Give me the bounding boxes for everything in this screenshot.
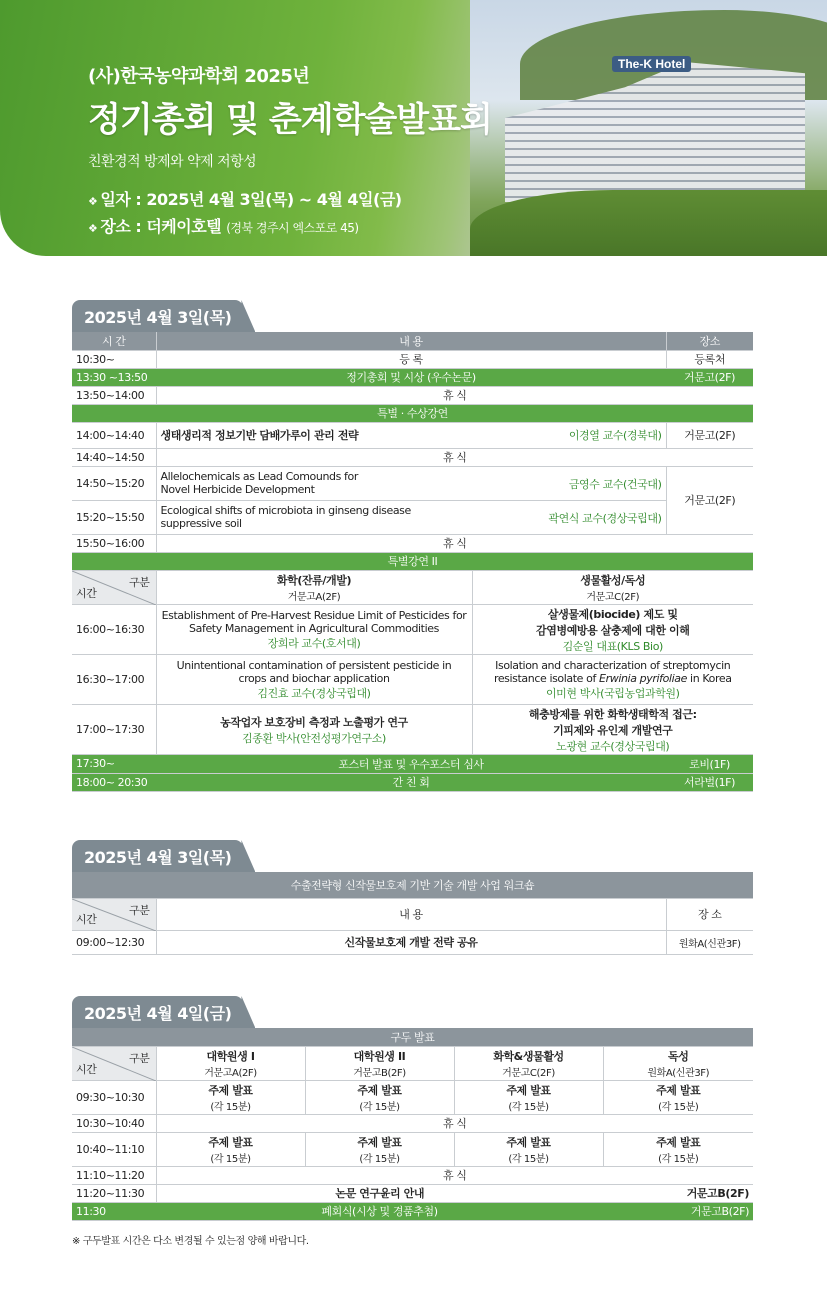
row-place: 서라벌(1F) [666,773,753,791]
hero-venue-detail: (경북 경주시 엑스포로 45) [226,221,359,235]
row-time: 11:30 [72,1202,156,1220]
talk-line: Novel Herbicide Development [160,483,315,496]
row-time: 14:00~14:40 [72,422,156,448]
header-place: 장소 [666,332,753,350]
talk-cell [156,1080,305,1114]
col-title: 생물활성/독성 [580,574,646,587]
col-header [603,1046,753,1080]
talk-cell [472,655,753,705]
row-time: 17:30~ [72,755,156,773]
workshop-table [72,872,753,955]
talk-cell [472,605,753,655]
row-content: 휴 식 [156,386,753,404]
diagonal-header [72,1046,156,1080]
row-content [156,466,666,500]
talk-line: 살생물제(biocide) 제도 및 [547,607,678,621]
table-row [72,466,753,500]
talk-label: 주제 발표 [357,1083,402,1097]
col-room: 거문고A(2F) [287,592,341,603]
speaker: 곽연식 교수(경상국립대) [548,512,662,525]
table-row [72,422,753,448]
talk-line: Unintentional contamination of persistent pesticide in [176,658,452,672]
row-time: 14:40~14:50 [72,448,156,466]
row-time: 11:20~11:30 [72,1184,156,1202]
row-place: 거문고(2F) [666,368,753,386]
col-room: 거문고A(2F) [204,1067,257,1079]
talk-note: (각 15분) [359,1101,400,1113]
row-time: 17:00~17:30 [72,705,156,755]
hero-date: 일자 : 2025년 4월 3일(목) ~ 4월 4일(금) [100,190,402,209]
hero-theme: 친환경적 방제와 약제 저항성 [88,154,257,170]
row-time: 11:10~11:20 [72,1166,156,1184]
hero-banner [0,0,827,288]
row-time: 09:00~12:30 [72,930,156,954]
section-bar [72,553,753,571]
row-content: 포스터 발표 및 우수포스터 심사 [156,755,666,773]
gubun-label: 구분 [129,1051,150,1065]
header-row [72,872,753,898]
talk-note: (각 15분) [210,1101,251,1113]
row-content [156,500,666,534]
speaker: 금영수 교수(건국대) [568,478,662,491]
diagonal-header [72,571,156,605]
col-header [156,1046,305,1080]
speaker: 이미현 박사(국립농업과학원) [545,686,680,700]
talk-line: Isolation and characterization of streptomycin [495,658,731,672]
row-content: 논문 연구윤리 안내 [156,1184,603,1202]
talk-cell [454,1132,603,1166]
talk-cell [156,605,472,655]
hero-venue: 장소 : 더케이호텔 [100,217,222,236]
talk-note: (각 15분) [658,1101,699,1113]
table-row [72,500,753,534]
table-row [72,386,753,404]
col-title: 독성 [668,1049,689,1063]
talk-note: (각 15분) [658,1153,699,1165]
sigan-label: 시간 [76,1062,97,1076]
row-content: 휴 식 [156,534,753,552]
col-header [305,1046,454,1080]
col-title: 화학&생물활성 [493,1049,564,1063]
col-room: 원화A(신관3F) [647,1067,710,1079]
day1-end-table [72,755,753,792]
day1-special-table [72,553,753,756]
header-row [72,1028,753,1046]
talk-label: 주제 발표 [506,1135,551,1149]
row-time: 09:30~10:30 [72,1080,156,1114]
table-row [72,655,753,705]
row-time: 15:50~16:00 [72,534,156,552]
hero-title: 정기총회 및 춘계학술발표회 [88,100,492,140]
row-content: 간 친 회 [156,773,666,791]
row-time: 10:40~11:10 [72,1132,156,1166]
row-place: 거문고B(2F) [603,1184,753,1202]
footnote: ※ 구두발표 시간은 다소 변경될 수 있는점 양해 바랍니다. [72,1236,309,1247]
table-row [72,350,753,368]
table-row [72,1132,753,1166]
table-row [72,773,753,791]
talk-label: 주제 발표 [357,1135,402,1149]
row-place: 로비(1F) [666,755,753,773]
header-row [72,332,753,350]
day1-table [72,332,753,553]
row-content: 등 록 [156,350,666,368]
talk-line [477,672,750,685]
talk-text: resistance isolate of [493,671,600,685]
header-content: 내 용 [156,332,666,350]
hero-info [88,187,492,237]
talk-line: Allelochemicals as Lead Comounds for [160,470,358,483]
day1-section [72,300,753,792]
col-header [156,571,472,605]
talk-line: 해충방제를 위한 화학생태학적 접근: [528,707,697,721]
table-row [72,755,753,773]
table-row [72,930,753,954]
day1-tab: 2025년 4월 3일(목) [72,300,243,332]
subheader-row [72,898,753,930]
day2-section [72,996,753,1221]
talk-label: 주제 발표 [208,1135,253,1149]
speaker: 이경열 교수(경북대) [568,429,662,442]
talk-label: 주제 발표 [656,1135,701,1149]
diamond-icon: ❖ [88,222,98,235]
table-row [72,1202,753,1220]
col-room: 거문고C(2F) [502,1067,555,1079]
talk-cell [305,1132,454,1166]
speaker: 김종환 박사(안전성평가연구소) [242,731,386,745]
subheader-row [72,571,753,605]
workshop-bar: 수출전략형 신작물보호제 기반 기술 개발 사업 워크숍 [72,872,753,898]
talk-cell [156,1132,305,1166]
row-time: 14:50~15:20 [72,466,156,500]
row-content: 정기총회 및 시상 (우수논문) [156,368,666,386]
talk-line: 감염병예방용 살충제에 대한 이해 [536,623,690,637]
bar-label: 특별 · 수상강연 [72,404,753,422]
talk-line: Ecological shifts of microbiota in ginseng disease [160,504,411,517]
talk-line: Establishment of Pre-Harvest Residue Limit of Pesticides for [161,608,467,622]
row-content: 폐회식(시상 및 경품추첨) [156,1202,603,1220]
table-row [72,1080,753,1114]
gubun-label: 구분 [129,576,150,589]
talk-cell [305,1080,454,1114]
col-header [472,571,753,605]
row-place: 원화A(신관3F) [666,930,753,954]
sigan-label: 시간 [76,587,97,600]
row-content: 신작물보호제 개발 전략 공유 [156,930,666,954]
table-row [72,605,753,655]
talk-note: (각 15분) [359,1153,400,1165]
talk-line: suppressive soil [160,517,242,530]
row-content: 휴 식 [156,1114,753,1132]
talk-cell [156,705,472,755]
talk-line: 농작업자 보호장비 측정과 노출평가 연구 [220,715,408,729]
hotel-sign: The-K Hotel [612,56,691,72]
row-place: 거문고(2F) [666,466,753,534]
speaker: 장희라 교수(호서대) [267,636,361,650]
col-room: 거문고B(2F) [353,1067,406,1079]
talk-cell [472,705,753,755]
talk-label: 주제 발표 [506,1083,551,1097]
row-place: 등록처 [666,350,753,368]
talk-line: crops and biochar application [238,671,390,685]
talk-label: 주제 발표 [208,1083,253,1097]
talk-label: 주제 발표 [656,1083,701,1097]
talk-line: Safety Management in Agricultural Commodities [189,621,439,635]
table-row [72,1166,753,1184]
talk-note: (각 15분) [508,1101,549,1113]
col-title: 대학원생 I [206,1049,255,1063]
talk-cell [454,1080,603,1114]
col-room: 거문고C(2F) [586,592,640,603]
day2-table [72,1028,753,1221]
col-header: 내 용 [156,898,666,930]
talk-note: (각 15분) [508,1153,549,1165]
row-content: 휴 식 [156,1166,753,1184]
talk-cell [156,655,472,705]
table-row [72,1114,753,1132]
hero-subtitle: (사)한국농약과학회 2025년 [88,66,310,87]
workshop-section [72,840,753,955]
talk-title: 생태생리적 정보기반 담배가루이 관리 전략 [160,429,359,442]
table-row [72,1184,753,1202]
talk-text: in Korea [686,671,732,685]
workshop-tab: 2025년 4월 3일(목) [72,840,243,872]
hero-text [88,62,492,237]
table-row [72,448,753,466]
talk-line: 기피제와 유인제 개발연구 [553,723,673,737]
speaker: 김진효 교수(경상국립대) [257,686,371,700]
row-time: 16:00~16:30 [72,605,156,655]
subheader-row [72,1046,753,1080]
section-bar [72,404,753,422]
talk-cell [603,1132,753,1166]
table-row [72,368,753,386]
day2-tab: 2025년 4월 4일(금) [72,996,243,1028]
col-header: 장 소 [666,898,753,930]
hero-curve [0,256,827,288]
diagonal-header [72,898,156,930]
header-time: 시 간 [72,332,156,350]
table-row [72,534,753,552]
row-time: 15:20~15:50 [72,500,156,534]
bar-label: 특별강연 II [72,553,753,571]
row-place: 거문고(2F) [666,422,753,448]
table-row [72,705,753,755]
talk-note: (각 15분) [210,1153,251,1165]
row-time: 10:30~ [72,350,156,368]
row-content: 휴 식 [156,448,753,466]
gubun-label: 구분 [129,903,150,917]
talk-cell [603,1080,753,1114]
diamond-icon: ❖ [88,195,98,208]
species-name: Erwinia pyrifoliae [599,671,687,685]
row-time: 16:30~17:00 [72,655,156,705]
row-time: 10:30~10:40 [72,1114,156,1132]
col-header [454,1046,603,1080]
row-time: 13:50~14:00 [72,386,156,404]
oral-bar: 구두 발표 [72,1028,753,1046]
col-title: 화학(잔류/개발) [276,574,352,587]
row-content [156,422,666,448]
row-time: 18:00~ 20:30 [72,773,156,791]
speaker: 김순일 대표(KLS Bio) [562,639,663,653]
col-title: 대학원생 II [353,1049,406,1063]
row-time: 13:30 ~13:50 [72,368,156,386]
sigan-label: 시간 [76,912,97,926]
row-place: 거문고B(2F) [603,1202,753,1220]
speaker: 노광현 교수(경상국립대) [556,739,670,753]
